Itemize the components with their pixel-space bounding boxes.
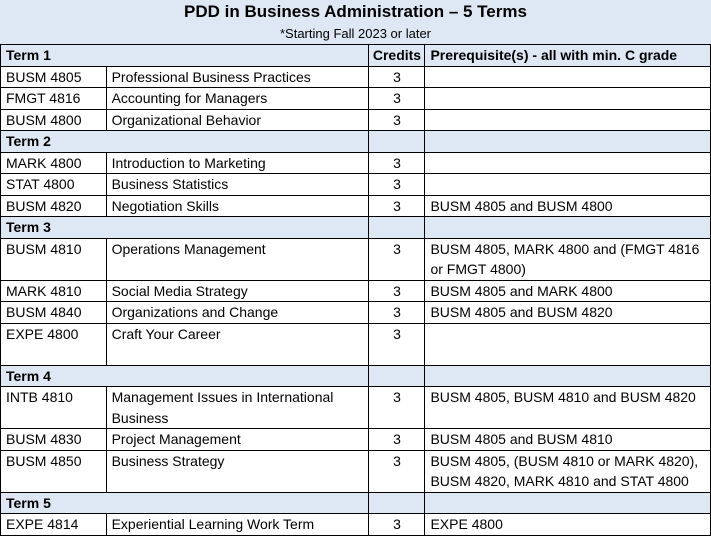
- term-header: Term 1: [1, 45, 369, 67]
- term-row: [1, 492, 711, 514]
- course-code: BUSM 4840: [1, 302, 107, 324]
- course-row: [1, 88, 711, 110]
- course-credits: 3: [369, 66, 425, 88]
- course-name: Accounting for Managers: [106, 88, 369, 110]
- prereq-header: Prerequisite(s) - all with min. C grade: [425, 45, 711, 67]
- course-credits: 3: [369, 323, 425, 365]
- course-code: BUSM 4810: [1, 238, 107, 280]
- course-credits: 3: [369, 195, 425, 217]
- course-credits: 3: [369, 88, 425, 110]
- course-row: [1, 323, 711, 365]
- course-prereq: BUSM 4805, (BUSM 4810 or MARK 4820), BUSM 4820, MARK 4810 and STAT 4800: [425, 450, 711, 492]
- course-code: INTB 4810: [1, 387, 107, 429]
- course-row: [1, 514, 711, 536]
- course-code: STAT 4800: [1, 174, 107, 196]
- course-code: EXPE 4814: [1, 514, 107, 536]
- page-title: PDD in Business Administration – 5 Terms: [184, 2, 527, 21]
- course-credits: 3: [369, 238, 425, 280]
- course-code: MARK 4800: [1, 152, 107, 174]
- course-code: BUSM 4800: [1, 109, 107, 131]
- course-row: [1, 238, 711, 280]
- course-name: Introduction to Marketing: [106, 152, 369, 174]
- course-name: Organizational Behavior: [106, 109, 369, 131]
- term-label: Term 2: [1, 131, 369, 153]
- course-row: [1, 387, 711, 429]
- term-prereq-cell: [425, 217, 711, 239]
- course-prereq: [425, 66, 711, 88]
- term-credits-cell: [369, 217, 425, 239]
- term-row: [1, 217, 711, 239]
- course-code: MARK 4810: [1, 280, 107, 302]
- course-prereq: [425, 323, 711, 365]
- program-table: [0, 44, 711, 536]
- title-block: [0, 0, 711, 44]
- course-code: BUSM 4830: [1, 429, 107, 451]
- course-prereq: BUSM 4805 and MARK 4800: [425, 280, 711, 302]
- course-row: [1, 66, 711, 88]
- course-prereq: [425, 152, 711, 174]
- course-prereq: EXPE 4800: [425, 514, 711, 536]
- term-credits-cell: [369, 365, 425, 387]
- course-row: [1, 152, 711, 174]
- page-subtitle: *Starting Fall 2023 or later: [279, 26, 432, 41]
- term-prereq-cell: [425, 492, 711, 514]
- course-credits: 3: [369, 450, 425, 492]
- course-name: Professional Business Practices: [106, 66, 369, 88]
- course-row: [1, 280, 711, 302]
- course-name: Project Management: [106, 429, 369, 451]
- credits-header: Credits: [369, 45, 425, 67]
- course-row: [1, 429, 711, 451]
- header-row: [1, 45, 711, 67]
- course-row: [1, 109, 711, 131]
- course-name: Social Media Strategy: [106, 280, 369, 302]
- course-name: Business Statistics: [106, 174, 369, 196]
- course-row: [1, 450, 711, 492]
- table-body: [1, 66, 711, 535]
- course-row: [1, 174, 711, 196]
- term-row: [1, 365, 711, 387]
- course-prereq: BUSM 4805, MARK 4800 and (FMGT 4816 or FMGT 4800): [425, 238, 711, 280]
- course-name: Business Strategy: [106, 450, 369, 492]
- course-code: EXPE 4800: [1, 323, 107, 365]
- course-credits: 3: [369, 109, 425, 131]
- course-prereq: BUSM 4805 and BUSM 4810: [425, 429, 711, 451]
- term-credits-cell: [369, 492, 425, 514]
- course-credits: 3: [369, 387, 425, 429]
- term-credits-cell: [369, 131, 425, 153]
- course-row: [1, 195, 711, 217]
- term-label: Term 3: [1, 217, 369, 239]
- course-row: [1, 302, 711, 324]
- course-prereq: BUSM 4805, BUSM 4810 and BUSM 4820: [425, 387, 711, 429]
- term-prereq-cell: [425, 365, 711, 387]
- course-name: Organizations and Change: [106, 302, 369, 324]
- term-label: Term 5: [1, 492, 369, 514]
- course-prereq: [425, 109, 711, 131]
- course-credits: 3: [369, 174, 425, 196]
- course-name: Operations Management: [106, 238, 369, 280]
- term-prereq-cell: [425, 131, 711, 153]
- course-code: BUSM 4805: [1, 66, 107, 88]
- term-row: [1, 131, 711, 153]
- course-name: Negotiation Skills: [106, 195, 369, 217]
- course-prereq: BUSM 4805 and BUSM 4800: [425, 195, 711, 217]
- term-label: Term 4: [1, 365, 369, 387]
- course-credits: 3: [369, 514, 425, 536]
- course-prereq: [425, 88, 711, 110]
- course-credits: 3: [369, 280, 425, 302]
- course-credits: 3: [369, 429, 425, 451]
- course-name: Management Issues in International Business: [106, 387, 369, 429]
- course-name: Experiential Learning Work Term: [106, 514, 369, 536]
- course-code: BUSM 4850: [1, 450, 107, 492]
- course-credits: 3: [369, 302, 425, 324]
- course-name: Craft Your Career: [106, 323, 369, 365]
- course-credits: 3: [369, 152, 425, 174]
- course-code: FMGT 4816: [1, 88, 107, 110]
- course-code: BUSM 4820: [1, 195, 107, 217]
- course-prereq: BUSM 4805 and BUSM 4820: [425, 302, 711, 324]
- course-prereq: [425, 174, 711, 196]
